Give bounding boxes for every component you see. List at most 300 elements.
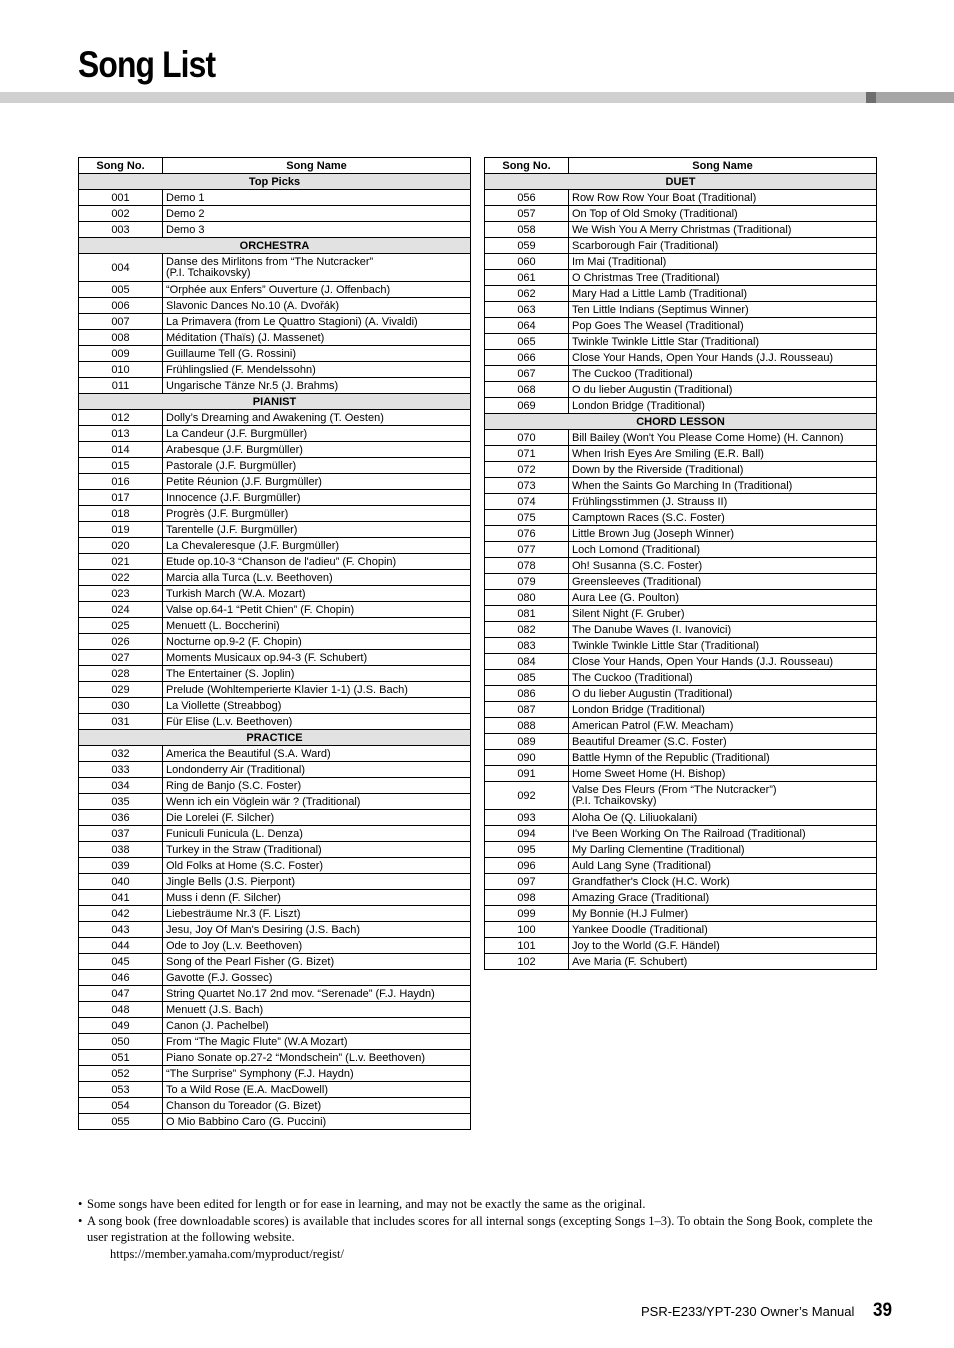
table-row — [79, 938, 471, 954]
song-name: Prelude (Wohltemperierte Klavier 1-1) (J.S. Bach) — [163, 682, 471, 698]
song-name: Demo 3 — [163, 222, 471, 238]
song-number: 067 — [485, 366, 569, 382]
song-number: 003 — [79, 222, 163, 238]
song-number: 041 — [79, 890, 163, 906]
song-number: 002 — [79, 206, 163, 222]
song-number: 095 — [485, 842, 569, 858]
header-song-no: Song No. — [485, 158, 569, 174]
song-number: 025 — [79, 618, 163, 634]
song-name: Yankee Doodle (Traditional) — [569, 922, 877, 938]
table-row — [485, 270, 877, 286]
table-row — [485, 842, 877, 858]
table-row — [79, 442, 471, 458]
table-row — [79, 586, 471, 602]
song-name: American Patrol (F.W. Meacham) — [569, 718, 877, 734]
table-row — [485, 526, 877, 542]
table-row — [79, 842, 471, 858]
song-name: Little Brown Jug (Joseph Winner) — [569, 526, 877, 542]
song-name: Wenn ich ein Vöglein wär ? (Traditional) — [163, 794, 471, 810]
song-name: Oh! Susanna (S.C. Foster) — [569, 558, 877, 574]
song-number: 080 — [485, 590, 569, 606]
table-row — [79, 378, 471, 394]
table-row — [485, 890, 877, 906]
song-number: 019 — [79, 522, 163, 538]
song-number: 013 — [79, 426, 163, 442]
song-number: 026 — [79, 634, 163, 650]
song-name: Marcia alla Turca (L.v. Beethoven) — [163, 570, 471, 586]
song-name: Menuett (L. Boccherini) — [163, 618, 471, 634]
song-name: La Primavera (from Le Quattro Stagioni) (A. Vivaldi) — [163, 314, 471, 330]
song-name — [163, 254, 471, 282]
song-number: 071 — [485, 446, 569, 462]
song-name: From “The Magic Flute” (W.A Mozart) — [163, 1034, 471, 1050]
song-number: 029 — [79, 682, 163, 698]
table-row — [485, 954, 877, 970]
song-number: 037 — [79, 826, 163, 842]
note-text: A song book (free downloadable scores) is available that includes scores for all internal songs (excepting Songs 1–3). To obtain the Song Book, complete the user registration at the following website. — [87, 1214, 873, 1244]
song-name: Funiculi Funicula (L. Denza) — [163, 826, 471, 842]
table-row — [485, 334, 877, 350]
table-row — [79, 362, 471, 378]
song-number: 012 — [79, 410, 163, 426]
table-row — [485, 782, 877, 810]
table-row — [79, 778, 471, 794]
table-row — [485, 398, 877, 414]
song-number: 093 — [485, 810, 569, 826]
song-number: 072 — [485, 462, 569, 478]
table-row — [79, 346, 471, 362]
song-name: Scarborough Fair (Traditional) — [569, 238, 877, 254]
table-row — [485, 254, 877, 270]
song-name: Méditation (Thaïs) (J. Massenet) — [163, 330, 471, 346]
song-name: Im Mai (Traditional) — [569, 254, 877, 270]
song-number: 065 — [485, 334, 569, 350]
table-row — [485, 686, 877, 702]
table-row — [79, 602, 471, 618]
song-number: 082 — [485, 622, 569, 638]
table-row — [485, 286, 877, 302]
song-name: The Danube Waves (I. Ivanovici) — [569, 622, 877, 638]
song-number: 076 — [485, 526, 569, 542]
song-name: Greensleeves (Traditional) — [569, 574, 877, 590]
song-number: 101 — [485, 938, 569, 954]
category-row — [79, 730, 471, 746]
table-row — [485, 302, 877, 318]
table-row — [79, 922, 471, 938]
song-name: When the Saints Go Marching In (Traditional) — [569, 478, 877, 494]
table-row — [485, 510, 877, 526]
table-row — [485, 670, 877, 686]
table-row — [79, 282, 471, 298]
category-label: PIANIST — [79, 394, 471, 410]
song-table-right — [484, 157, 877, 970]
song-name: Londonderry Air (Traditional) — [163, 762, 471, 778]
song-number: 087 — [485, 702, 569, 718]
manual-title: PSR-E233/YPT-230 Owner’s Manual — [641, 1304, 855, 1319]
category-label: CHORD LESSON — [485, 414, 877, 430]
table-row — [485, 206, 877, 222]
table-row — [79, 618, 471, 634]
table-row — [79, 906, 471, 922]
song-number: 073 — [485, 478, 569, 494]
song-number: 085 — [485, 670, 569, 686]
song-name: My Bonnie (H.J Fulmer) — [569, 906, 877, 922]
table-row — [485, 718, 877, 734]
song-number: 091 — [485, 766, 569, 782]
header-song-name: Song Name — [569, 158, 877, 174]
song-name: When Irish Eyes Are Smiling (E.R. Ball) — [569, 446, 877, 462]
table-row — [79, 314, 471, 330]
table-row — [79, 1002, 471, 1018]
song-number: 060 — [485, 254, 569, 270]
song-name: The Cuckoo (Traditional) — [569, 670, 877, 686]
song-number: 011 — [79, 378, 163, 394]
table-row — [485, 826, 877, 842]
page-title: Song List — [78, 44, 216, 85]
song-name: Pop Goes The Weasel (Traditional) — [569, 318, 877, 334]
song-number: 022 — [79, 570, 163, 586]
song-name: Turkey in the Straw (Traditional) — [163, 842, 471, 858]
song-number: 078 — [485, 558, 569, 574]
song-number: 023 — [79, 586, 163, 602]
table-row — [485, 922, 877, 938]
song-name: Auld Lang Syne (Traditional) — [569, 858, 877, 874]
song-number: 001 — [79, 190, 163, 206]
song-name: Arabesque (J.F. Burgmüller) — [163, 442, 471, 458]
song-name: London Bridge (Traditional) — [569, 398, 877, 414]
song-name: Amazing Grace (Traditional) — [569, 890, 877, 906]
song-number: 038 — [79, 842, 163, 858]
song-number: 055 — [79, 1114, 163, 1130]
song-number: 048 — [79, 1002, 163, 1018]
song-name: La Candeur (J.F. Burgmüller) — [163, 426, 471, 442]
song-number: 049 — [79, 1018, 163, 1034]
table-row — [79, 762, 471, 778]
song-name: Beautiful Dreamer (S.C. Foster) — [569, 734, 877, 750]
category-label: Top Picks — [79, 174, 471, 190]
table-row — [79, 538, 471, 554]
category-row — [79, 394, 471, 410]
table-row — [79, 410, 471, 426]
song-name: O Mio Babbino Caro (G. Puccini) — [163, 1114, 471, 1130]
song-name: Battle Hymn of the Republic (Traditional) — [569, 750, 877, 766]
table-row — [79, 554, 471, 570]
page-number: 39 — [872, 1300, 892, 1321]
song-name: “Orphée aux Enfers” Ouverture (J. Offenbach) — [163, 282, 471, 298]
song-name: O Christmas Tree (Traditional) — [569, 270, 877, 286]
page-footer — [641, 1300, 894, 1322]
song-name-text: Danse des Mirlitons from “The Nutcracker” (P.I. Tchaikovsky) — [166, 255, 374, 279]
song-name: Mary Had a Little Lamb (Traditional) — [569, 286, 877, 302]
song-number: 054 — [79, 1098, 163, 1114]
song-name: Silent Night (F. Gruber) — [569, 606, 877, 622]
song-table-left — [78, 157, 471, 1130]
song-name: Valse op.64-1 “Petit Chien” (F. Chopin) — [163, 602, 471, 618]
table-row — [79, 330, 471, 346]
song-number: 056 — [485, 190, 569, 206]
song-name: Ungarische Tänze Nr.5 (J. Brahms) — [163, 378, 471, 394]
category-label: ORCHESTRA — [79, 238, 471, 254]
song-number: 068 — [485, 382, 569, 398]
song-number: 006 — [79, 298, 163, 314]
table-header-row — [485, 158, 877, 174]
song-number: 100 — [485, 922, 569, 938]
table-row — [485, 366, 877, 382]
song-name: Pastorale (J.F. Burgmüller) — [163, 458, 471, 474]
note-text: Some songs have been edited for length or for ease in learning, and may not be exactly the same as the original. — [87, 1197, 646, 1211]
song-number: 069 — [485, 398, 569, 414]
song-name: Etude op.10-3 “Chanson de l'adieu” (F. Chopin) — [163, 554, 471, 570]
song-number: 017 — [79, 490, 163, 506]
song-number: 047 — [79, 986, 163, 1002]
song-name: Jesu, Joy Of Man's Desiring (J.S. Bach) — [163, 922, 471, 938]
table-row — [79, 874, 471, 890]
table-row — [485, 654, 877, 670]
table-row — [79, 570, 471, 586]
song-name: Gavotte (F.J. Gossec) — [163, 970, 471, 986]
song-name: String Quartet No.17 2nd mov. “Serenade” (F.J. Haydn) — [163, 986, 471, 1002]
song-number: 064 — [485, 318, 569, 334]
song-name: Für Elise (L.v. Beethoven) — [163, 714, 471, 730]
song-number: 094 — [485, 826, 569, 842]
table-row — [79, 666, 471, 682]
table-row — [485, 222, 877, 238]
category-label: DUET — [485, 174, 877, 190]
table-row — [79, 1082, 471, 1098]
song-number: 061 — [485, 270, 569, 286]
song-number: 102 — [485, 954, 569, 970]
song-number: 086 — [485, 686, 569, 702]
song-number: 009 — [79, 346, 163, 362]
song-number: 096 — [485, 858, 569, 874]
song-number: 042 — [79, 906, 163, 922]
song-name: Twinkle Twinkle Little Star (Traditional) — [569, 638, 877, 654]
song-name: Chanson du Toreador (G. Bizet) — [163, 1098, 471, 1114]
song-name: Turkish March (W.A. Mozart) — [163, 586, 471, 602]
song-number: 066 — [485, 350, 569, 366]
table-row — [79, 810, 471, 826]
song-name: Guillaume Tell (G. Rossini) — [163, 346, 471, 362]
song-name: I've Been Working On The Railroad (Traditional) — [569, 826, 877, 842]
table-row — [485, 190, 877, 206]
table-row — [79, 1114, 471, 1130]
table-row — [79, 426, 471, 442]
song-name: Slavonic Dances No.10 (A. Dvořák) — [163, 298, 471, 314]
category-row — [79, 238, 471, 254]
song-number: 089 — [485, 734, 569, 750]
table-row — [485, 622, 877, 638]
song-number: 077 — [485, 542, 569, 558]
table-row — [485, 858, 877, 874]
table-row — [79, 206, 471, 222]
table-row — [485, 906, 877, 922]
song-number: 052 — [79, 1066, 163, 1082]
song-number: 024 — [79, 602, 163, 618]
table-row — [485, 446, 877, 462]
song-name: Menuett (J.S. Bach) — [163, 1002, 471, 1018]
song-number: 088 — [485, 718, 569, 734]
song-name — [569, 782, 877, 810]
song-name: Jingle Bells (J.S. Pierpont) — [163, 874, 471, 890]
song-number: 010 — [79, 362, 163, 378]
song-name: America the Beautiful (S.A. Ward) — [163, 746, 471, 762]
song-name: Home Sweet Home (H. Bishop) — [569, 766, 877, 782]
song-number: 033 — [79, 762, 163, 778]
table-row — [485, 558, 877, 574]
song-number: 036 — [79, 810, 163, 826]
table-row — [79, 458, 471, 474]
song-name: Grandfather's Clock (H.C. Work) — [569, 874, 877, 890]
song-number: 063 — [485, 302, 569, 318]
song-number: 081 — [485, 606, 569, 622]
song-number: 020 — [79, 538, 163, 554]
song-name: Ring de Banjo (S.C. Foster) — [163, 778, 471, 794]
table-row — [485, 810, 877, 826]
song-number: 043 — [79, 922, 163, 938]
song-name: Down by the Riverside (Traditional) — [569, 462, 877, 478]
table-row — [485, 938, 877, 954]
bullet-icon: • — [78, 1214, 83, 1228]
song-name: Innocence (J.F. Burgmüller) — [163, 490, 471, 506]
table-row — [485, 238, 877, 254]
header-song-no: Song No. — [79, 158, 163, 174]
song-name: London Bridge (Traditional) — [569, 702, 877, 718]
song-number: 030 — [79, 698, 163, 714]
song-number: 035 — [79, 794, 163, 810]
table-row — [485, 734, 877, 750]
song-name: Muss i denn (F. Silcher) — [163, 890, 471, 906]
song-name: Nocturne op.9-2 (F. Chopin) — [163, 634, 471, 650]
song-number: 008 — [79, 330, 163, 346]
song-number: 059 — [485, 238, 569, 254]
song-number: 099 — [485, 906, 569, 922]
table-row — [79, 954, 471, 970]
table-row — [485, 350, 877, 366]
song-name: Petite Réunion (J.F. Burgmüller) — [163, 474, 471, 490]
song-number: 083 — [485, 638, 569, 654]
song-number: 058 — [485, 222, 569, 238]
table-row — [79, 1018, 471, 1034]
song-name: Twinkle Twinkle Little Star (Traditional) — [569, 334, 877, 350]
table-row — [485, 542, 877, 558]
song-name: Loch Lomond (Traditional) — [569, 542, 877, 558]
song-number: 045 — [79, 954, 163, 970]
song-number: 062 — [485, 286, 569, 302]
song-name: Frühlingslied (F. Mendelssohn) — [163, 362, 471, 378]
song-number: 090 — [485, 750, 569, 766]
song-name: Old Folks at Home (S.C. Foster) — [163, 858, 471, 874]
note-item — [78, 1213, 878, 1245]
song-name: Ten Little Indians (Septimus Winner) — [569, 302, 877, 318]
table-row — [79, 970, 471, 986]
song-name: Aura Lee (G. Poulton) — [569, 590, 877, 606]
song-name: La Chevaleresque (J.F. Burgmüller) — [163, 538, 471, 554]
table-row — [79, 698, 471, 714]
song-name: Demo 1 — [163, 190, 471, 206]
bullet-icon: • — [78, 1197, 83, 1211]
song-number: 031 — [79, 714, 163, 730]
song-name: The Cuckoo (Traditional) — [569, 366, 877, 382]
song-name: Aloha Oe (Q. Liliuokalani) — [569, 810, 877, 826]
song-name: Die Lorelei (F. Silcher) — [163, 810, 471, 826]
song-name: Row Row Row Your Boat (Traditional) — [569, 190, 877, 206]
song-number: 097 — [485, 874, 569, 890]
song-name: Ode to Joy (L.v. Beethoven) — [163, 938, 471, 954]
song-name: Bill Bailey (Won't You Please Come Home) (H. Cannon) — [569, 430, 877, 446]
song-number: 075 — [485, 510, 569, 526]
song-name: On Top of Old Smoky (Traditional) — [569, 206, 877, 222]
song-name: Close Your Hands, Open Your Hands (J.J. Rousseau) — [569, 350, 877, 366]
table-row — [79, 746, 471, 762]
header-rule-end — [876, 92, 954, 103]
table-row — [485, 606, 877, 622]
song-name: Dolly’s Dreaming and Awakening (T. Oesten) — [163, 410, 471, 426]
song-name: We Wish You A Merry Christmas (Traditional) — [569, 222, 877, 238]
table-row — [79, 298, 471, 314]
notes-section — [78, 1196, 878, 1263]
song-name-text: Valse Des Fleurs (From “The Nutcracker”) (P.I. Tchaikovsky) — [572, 783, 777, 807]
song-number: 079 — [485, 574, 569, 590]
table-row — [79, 474, 471, 490]
table-row — [79, 858, 471, 874]
table-row — [485, 750, 877, 766]
table-row — [485, 382, 877, 398]
table-row — [79, 714, 471, 730]
category-row — [79, 174, 471, 190]
table-row — [79, 634, 471, 650]
registration-link[interactable]: https://member.yamaha.com/myproduct/regist/ — [110, 1247, 344, 1261]
song-number: 021 — [79, 554, 163, 570]
song-number: 015 — [79, 458, 163, 474]
song-number: 051 — [79, 1050, 163, 1066]
table-row — [79, 826, 471, 842]
song-number: 027 — [79, 650, 163, 666]
table-row — [485, 494, 877, 510]
song-name: My Darling Clementine (Traditional) — [569, 842, 877, 858]
song-number: 053 — [79, 1082, 163, 1098]
song-number: 014 — [79, 442, 163, 458]
song-name: The Entertainer (S. Joplin) — [163, 666, 471, 682]
table-row — [485, 318, 877, 334]
song-name: Ave Maria (F. Schubert) — [569, 954, 877, 970]
song-number: 092 — [485, 782, 569, 810]
song-name: Piano Sonate op.27-2 “Mondschein” (L.v. Beethoven) — [163, 1050, 471, 1066]
table-row — [485, 702, 877, 718]
song-name: Close Your Hands, Open Your Hands (J.J. Rousseau) — [569, 654, 877, 670]
table-row — [79, 986, 471, 1002]
song-number: 016 — [79, 474, 163, 490]
song-number: 005 — [79, 282, 163, 298]
song-name: Joy to the World (G.F. Händel) — [569, 938, 877, 954]
song-name: Canon (J. Pachelbel) — [163, 1018, 471, 1034]
song-name: Moments Musicaux op.94-3 (F. Schubert) — [163, 650, 471, 666]
song-number: 074 — [485, 494, 569, 510]
table-row — [79, 794, 471, 810]
song-name: Demo 2 — [163, 206, 471, 222]
table-row — [79, 682, 471, 698]
song-number: 004 — [79, 254, 163, 282]
table-row — [79, 190, 471, 206]
note-item — [78, 1196, 878, 1212]
song-name: Camptown Races (S.C. Foster) — [569, 510, 877, 526]
song-name: Liebesträume Nr.3 (F. Liszt) — [163, 906, 471, 922]
table-row — [485, 874, 877, 890]
song-number: 039 — [79, 858, 163, 874]
song-name: La Viollette (Streabbog) — [163, 698, 471, 714]
table-row — [485, 766, 877, 782]
song-number: 050 — [79, 1034, 163, 1050]
table-row — [485, 590, 877, 606]
